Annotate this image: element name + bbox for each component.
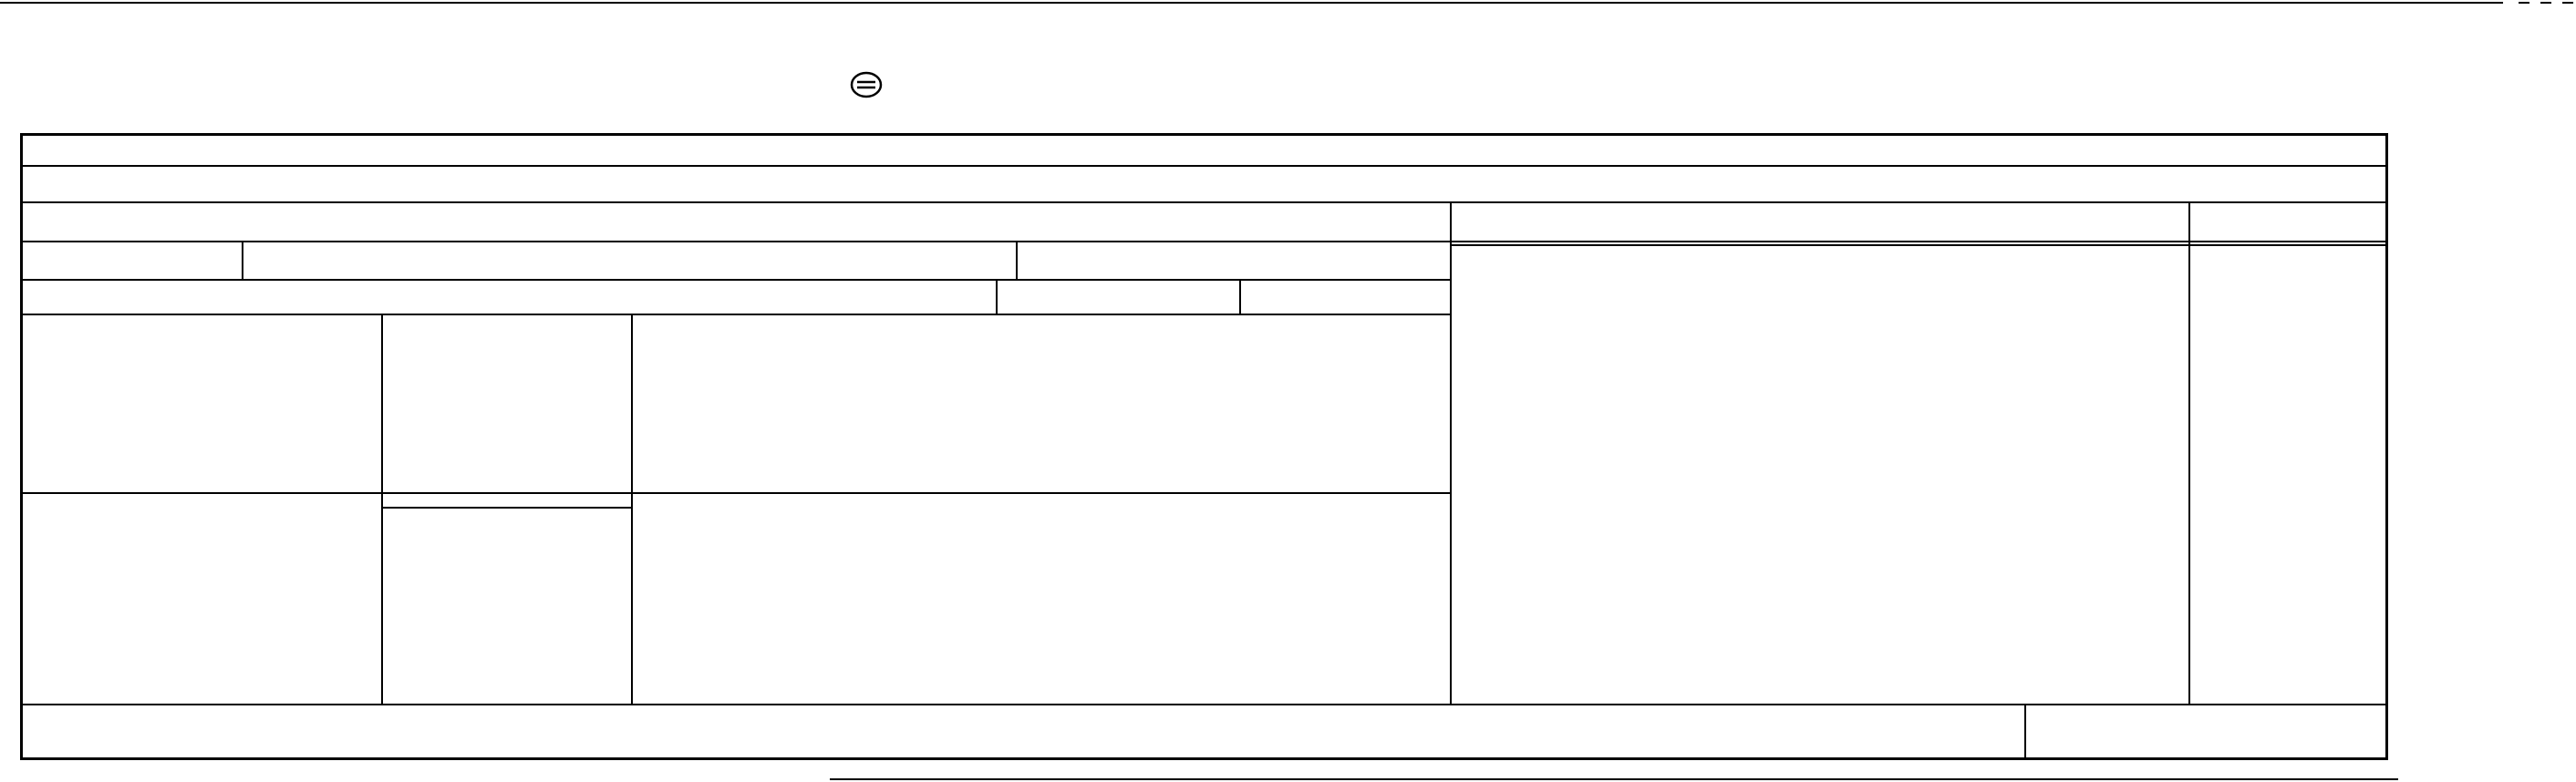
admision-cell (1023, 245, 1036, 282)
bottom-rule (830, 778, 2398, 780)
row-line-2 (20, 201, 2388, 203)
row-line-6 (20, 492, 1450, 494)
certipostal-logo (828, 71, 905, 118)
col-line-obs (2188, 201, 2190, 704)
row-line-3 (20, 241, 2388, 242)
row-line-1 (20, 165, 2388, 167)
col-line-tel (1239, 279, 1241, 314)
col-line-admision (1016, 241, 1018, 279)
col-line-id (996, 279, 998, 314)
top-rule (0, 2, 2503, 4)
documento-cell (248, 245, 261, 282)
row-line-sig (1450, 244, 2388, 246)
logo-icon (849, 71, 884, 98)
col-line-guia (2024, 704, 2026, 760)
row-line-5 (20, 314, 1450, 315)
row-line-4 (20, 279, 1450, 281)
side-text (2411, 155, 2529, 665)
col-line-placa (242, 241, 243, 279)
row-line-footer (20, 704, 2388, 705)
top-dash-marks (2519, 2, 2573, 4)
col-line-sig (1450, 201, 1452, 704)
visit-divider (381, 507, 631, 509)
col-line-status (381, 314, 383, 704)
form-frame (20, 133, 2388, 760)
col-line-visit (631, 314, 633, 704)
barcode (1490, 66, 2219, 126)
